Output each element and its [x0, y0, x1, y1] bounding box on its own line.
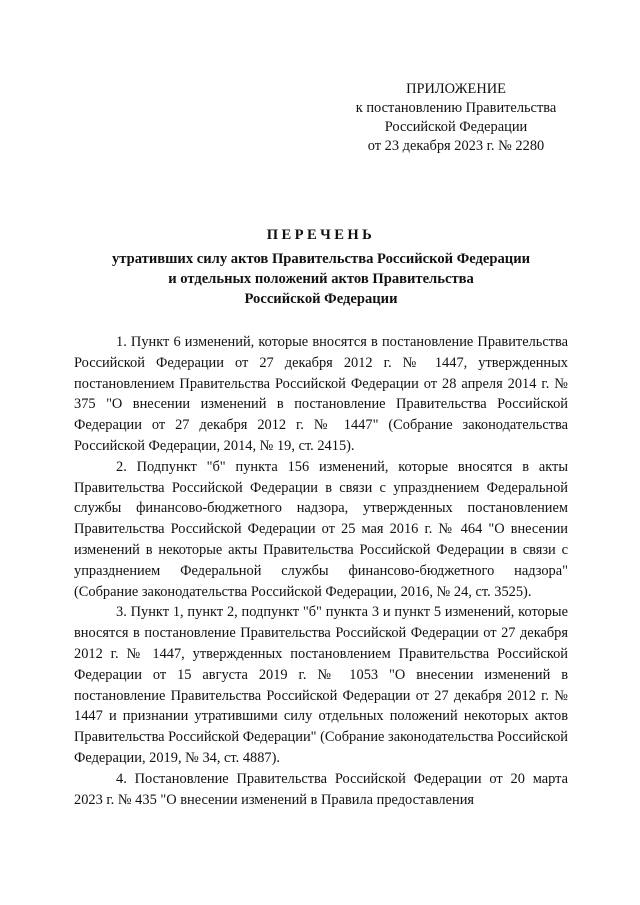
list-item-1: 1. Пункт 6 изменений, которые вносятся в постановление Правительства Российской Федерации от 27 декабря 2012 г. № 1447, утвержденных постановлением Правительства Российской Федерации от 28 апреля 2014 г. № 375 "О внесении изменений в постановление Правительства Российской Федерации от 27 декабря 2012 г. № 1447" (Собрание законодательства Российской Федерации, 2014, № 19, ст. 2415). — [74, 334, 568, 454]
appendix-label: ПРИЛОЖЕНИЕ — [406, 81, 506, 97]
appendix-date-number: от 23 декабря 2023 г. № 2280 — [367, 138, 545, 154]
list-item-4: 4. Постановление Правительства Российской Федерации от 20 марта 2023 г. № 435 "О внесении изменений в Правила предоставления — [74, 770, 568, 808]
document-subtitle-line-1: утративших силу актов Правительства Российской Федерации — [111, 251, 531, 267]
appendix-header — [330, 80, 582, 156]
document-body — [74, 332, 568, 810]
list-item-3: 3. Пункт 1, пункт 2, подпункт "б" пункта 3 и пункт 5 изменений, которые вносятся в постановление Правительства Российской Федерации от 27 декабря 2012 г. № 1447, утвержденных постановлением Правительства Российской Федерации от 15 августа 2019 г. № 1053 "О внесении изменений в постановление Правительства Российской Федерации от 27 декабря 2012 г. № 1447 и признании утратившими силу отдельных положений некоторых актов Правительства Российской Федерации" (Собрание законодательства Российской Федерации, 2019, № 34, ст. 4887). — [74, 604, 568, 766]
appendix-decree-line: к постановлению Правительства — [355, 100, 557, 116]
document-subtitle-line-3: Российской Федерации — [244, 291, 398, 307]
document-subtitle-line-2: и отдельных положений актов Правительства — [168, 271, 474, 287]
document-heading — [70, 225, 572, 309]
document-title: ПЕРЕЧЕНЬ — [266, 227, 376, 243]
appendix-government-line: Российской Федерации — [384, 119, 528, 135]
list-item-2: 2. Подпункт "б" пункта 156 изменений, которые вносятся в акты Правительства Российской Федерации в связи с упразднением Федеральной службы финансово-бюджетного надзора, утвержденных постановлением Правительства Российской Федерации от 25 мая 2016 г. № 464 "О внесении изменений в некоторые акты Правительства Российской Федерации в связи с упразднением Федеральной службы финансово-бюджетного надзора" (Собрание законодательства Российской Федерации, 2016, № 24, ст. 3525). — [74, 458, 568, 600]
